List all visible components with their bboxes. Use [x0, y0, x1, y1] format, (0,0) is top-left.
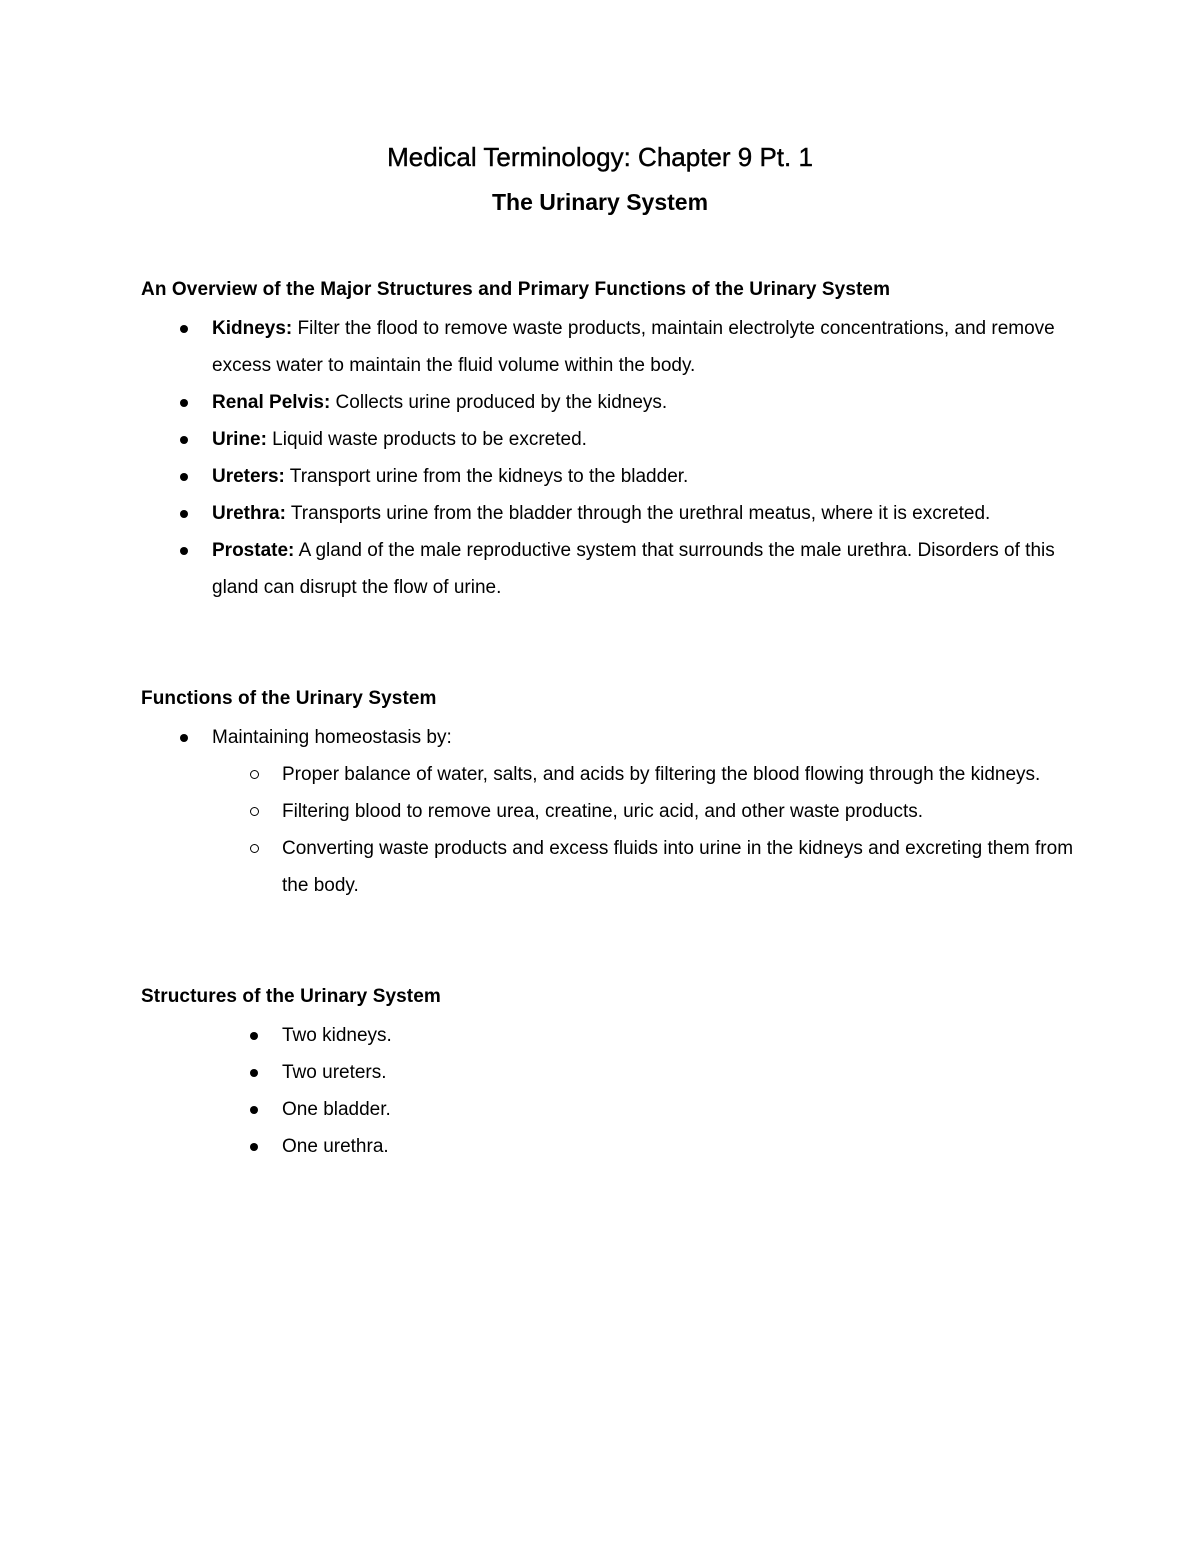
term-definition: Transport urine from the kidneys to the bladder.	[284, 466, 689, 487]
functions-list	[141, 719, 1081, 904]
list-item	[141, 1091, 1081, 1128]
sub-list-item-text: Filtering blood to remove urea, creatine, uric acid, and other waste products.	[282, 801, 924, 822]
functions-heading: Functions of the Urinary System	[141, 688, 437, 709]
term-definition: Liquid waste products to be excreted.	[266, 429, 587, 450]
term-label: Renal Pelvis:	[212, 392, 331, 413]
bullet-icon	[180, 547, 188, 555]
list-item-ureters	[141, 458, 1081, 495]
list-item-urine	[141, 421, 1081, 458]
list-item	[141, 719, 1081, 756]
bullet-icon	[250, 1143, 258, 1151]
list-item-urethra	[141, 495, 1081, 532]
document-subtitle: The Urinary System	[491, 189, 709, 215]
bullet-icon	[180, 436, 188, 444]
hollow-bullet-icon	[250, 844, 259, 853]
sub-list-item	[141, 756, 1081, 793]
term-label: Kidneys:	[212, 318, 293, 339]
list-item-text: One urethra.	[282, 1136, 389, 1157]
term-definition: Collects urine produced by the kidneys.	[330, 392, 668, 413]
list-item-text: Maintaining homeostasis by:	[212, 727, 452, 748]
term-definition: Transports urine from the bladder through the urethral meatus, where it is excreted.	[285, 503, 991, 524]
list-item	[141, 1054, 1081, 1091]
document-title: Medical Terminology: Chapter 9 Pt. 1	[387, 142, 813, 172]
hollow-bullet-icon	[250, 770, 259, 779]
bullet-icon	[180, 325, 188, 333]
term-label: Urine:	[212, 429, 267, 450]
list-item-text: One bladder.	[282, 1099, 391, 1120]
overview-list	[141, 310, 1081, 606]
sub-list-item-text: Converting waste products and excess fluids into urine in the kidneys and excreting them from the body.	[282, 838, 1074, 896]
list-item-prostate	[141, 532, 1081, 606]
list-item-text: Two kidneys.	[282, 1025, 392, 1046]
bullet-icon	[180, 734, 188, 742]
sub-list-item	[141, 793, 1081, 830]
list-item-kidneys	[141, 310, 1081, 384]
bullet-icon	[180, 510, 188, 518]
functions-section	[141, 686, 1081, 904]
bullet-icon	[250, 1069, 258, 1077]
list-item-renal-pelvis	[141, 384, 1081, 421]
structures-list	[141, 1017, 1081, 1165]
list-item	[141, 1128, 1081, 1165]
bullet-icon	[250, 1106, 258, 1114]
term-label: Ureters:	[212, 466, 285, 487]
bullet-icon	[250, 1032, 258, 1040]
term-label: Urethra:	[212, 503, 286, 524]
term-label: Prostate:	[212, 540, 295, 561]
sub-list-item	[141, 830, 1081, 904]
list-item-text: Two ureters.	[282, 1062, 387, 1083]
term-definition: Filter the flood to remove waste products, maintain electrolyte concentrations, and remove excess water to maintain the fluid volume within the body.	[212, 318, 1055, 376]
bullet-icon	[180, 399, 188, 407]
overview-section	[141, 277, 1081, 606]
bullet-icon	[180, 473, 188, 481]
structures-heading: Structures of the Urinary System	[141, 986, 441, 1007]
structures-section	[141, 984, 1081, 1165]
hollow-bullet-icon	[250, 807, 259, 816]
term-definition: A gland of the male reproductive system that surrounds the male urethra. Disorders of this gland can disrupt the flow of urine.	[212, 540, 1055, 598]
list-item	[141, 1017, 1081, 1054]
sub-list-item-text: Proper balance of water, salts, and acids by filtering the blood flowing through the kidneys.	[282, 764, 1041, 785]
overview-heading: An Overview of the Major Structures and Primary Functions of the Urinary System	[141, 279, 891, 300]
